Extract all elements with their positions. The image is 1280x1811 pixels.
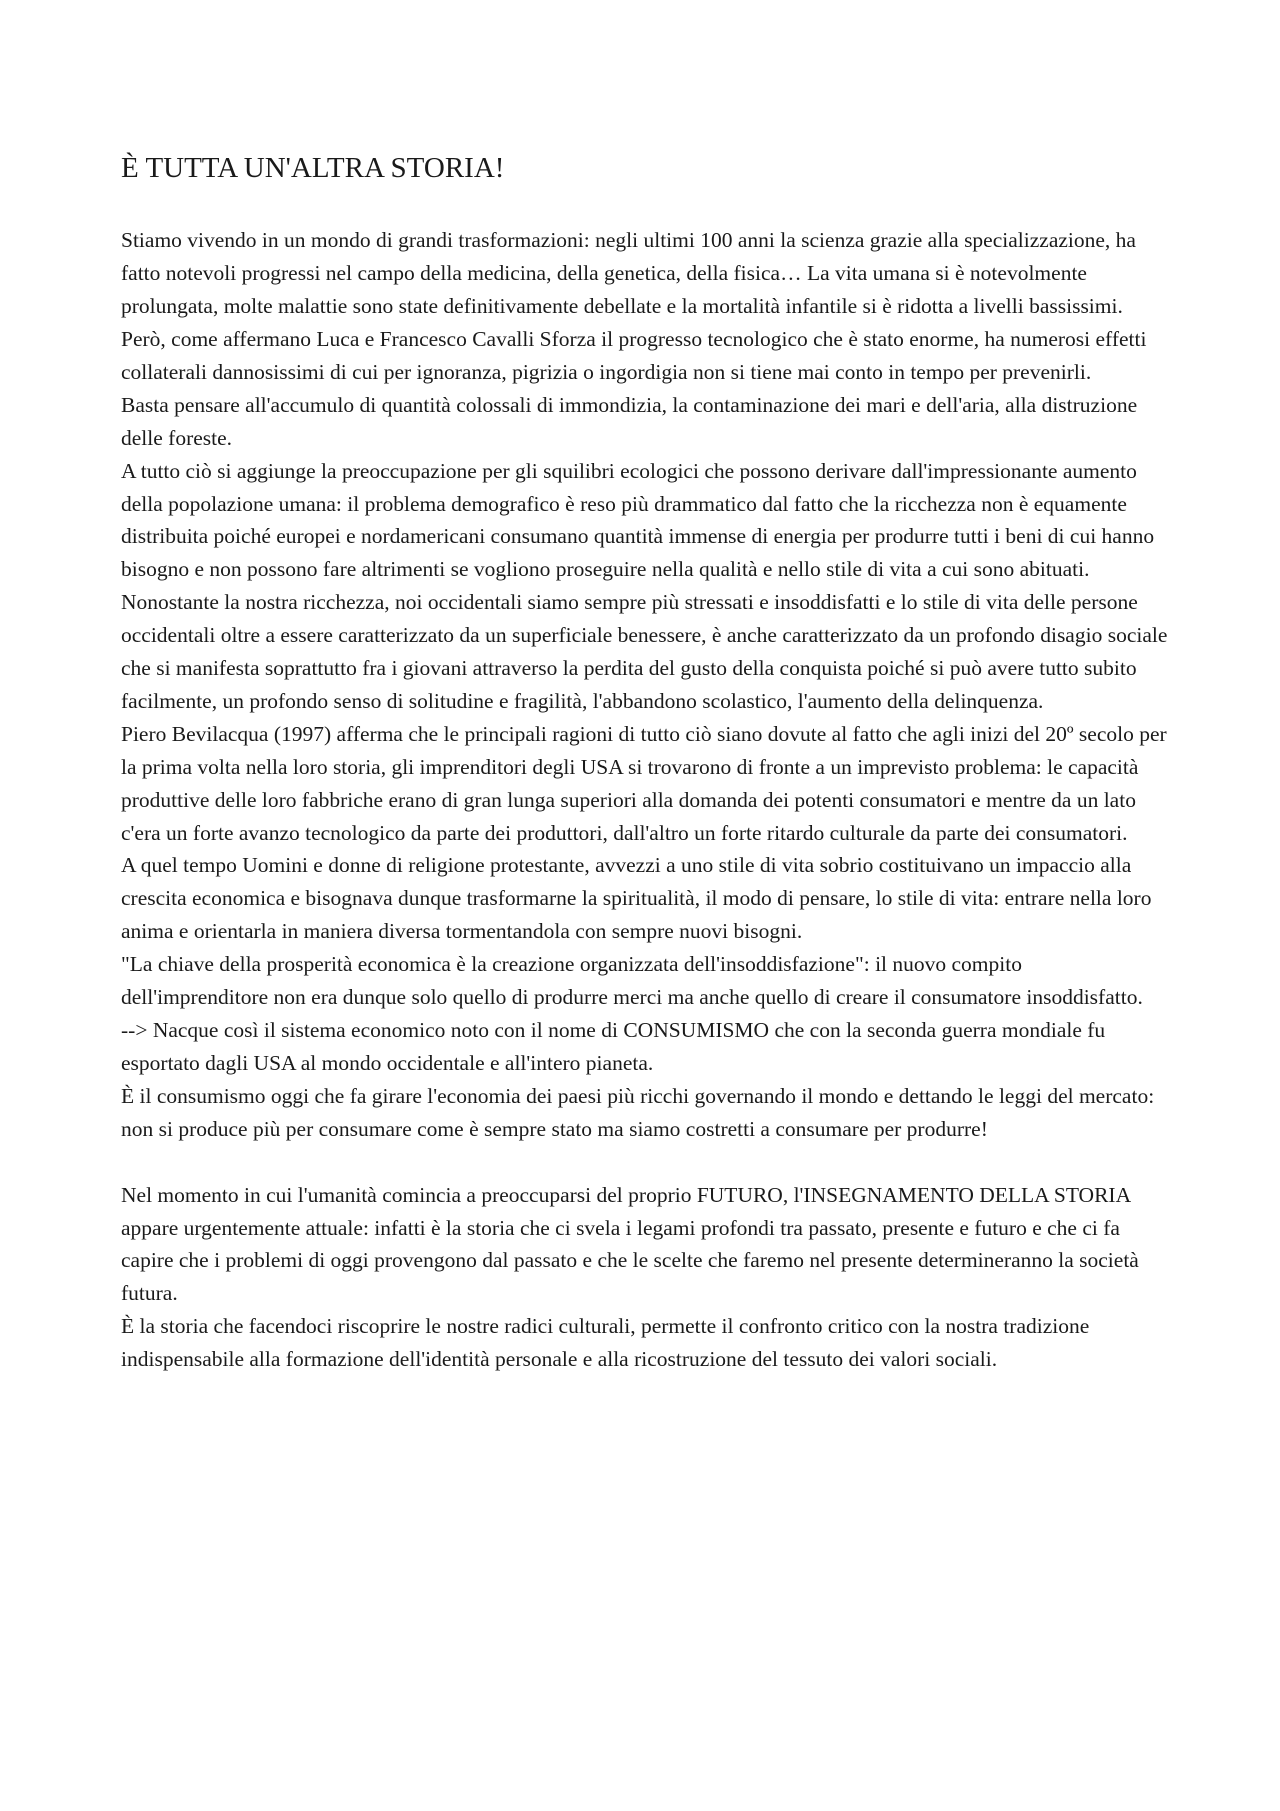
paragraph-spacer (121, 1146, 1169, 1179)
document-body (121, 150, 1169, 1376)
paragraph-pollution: Basta pensare all'accumulo di quantità colossali di immondizia, la contaminazione dei mari e dell'aria, alla distruzione delle foreste. (121, 392, 1138, 450)
document-title: È TUTTA UN'ALTRA STORIA! (121, 152, 505, 184)
paragraph-progress-science: Stiamo vivendo in un mondo di grandi trasformazioni: negli ultimi 100 anni la scienza grazie alla specializzazione, ha fatto notevoli progressi nel campo della medicina, della genetica, della fisica… La vita umana si è notevolmente prolungata, molte malattie sono state definitivamente debellate e la mortalità infantile si è ridotta a livelli bassissimi. (121, 228, 1136, 319)
paragraph-social-discomfort: Nonostante la nostra ricchezza, noi occidentali siamo sempre più stressati e insoddisfatti e lo stile di vita delle persone occidentali oltre a essere caratterizzato da un superficiale benessere, è anche caratterizzato da un profondo disagio sociale che si manifesta soprattutto fra i giovani attraverso la perdita del gusto della conquista poiché si può avere tutto subito facilmente, un profondo senso di solitudine e fragilità, l'abbandono scolastico, l'aumento della delinquenza. (121, 590, 1168, 713)
paragraph-consumerism-today: È il consumismo oggi che fa girare l'economia dei paesi più ricchi governando il mondo e dettando le leggi del mercato: non si produce più per consumare come è sempre stato ma siamo costretti a consumare per produrre! (121, 1083, 1155, 1141)
paragraph-protestant-lifestyle: A quel tempo Uomini e donne di religione protestante, avvezzi a uno stile di vita sobrio costituivano un impaccio alla crescita economica e bisognava dunque trasformarne la spiritualità, il modo di pensare, lo stile di vita: entrare nella loro anima e orientarla in maniera diversa tormentandola con sempre nuovi bisogni. (121, 853, 1152, 944)
paragraph-demographics: A tutto ciò si aggiunge la preoccupazione per gli squilibri ecologici che possono derivare dall'impressionante aumento della popolazione umana: il problema demografico è reso più drammatico dal fatto che la ricchezza non è equamente distribuita poiché europei e nordamericani consumano quantità immense di energia per produrre tutti i beni di cui hanno bisogno e non possono fare altrimenti se vogliono proseguire nella qualità e nello stile di vita a cui sono abituati. (121, 458, 1155, 582)
paragraph-cultural-roots: È la storia che facendoci riscoprire le nostre radici culturali, permette il confronto critico con la nostra tradizione indispensabile alla formazione dell'identità personale e alla ricostruzione del tessuto dei valori sociali. (121, 1314, 1090, 1372)
paragraph-collateral-effects: Però, come affermano Luca e Francesco Cavalli Sforza il progresso tecnologico che è stato enorme, ha numerosi effetti collaterali dannosissimi di cui per ignoranza, pigrizia o ingordigia non si tiene mai conto in tempo per prevenirli. (121, 326, 1147, 384)
paragraph-history-teaching: Nel momento in cui l'umanità comincia a preoccuparsi del proprio FUTURO, l'INSEGNAMENTO DELLA STORIA appare urgentemente attuale: infatti è la storia che ci svela i legami profondi tra passato, presente e futuro e che ci fa capire che i problemi di oggi provengono dal passato e che le scelte che faremo nel presente determineranno la società futura. (121, 1182, 1139, 1306)
paragraph-consumerism-origin: --> Nacque così il sistema economico noto con il nome di CONSUMISMO che con la seconda guerra mondiale fu esportato dagli USA al mondo occidentale e all'intero pianeta. (121, 1018, 1106, 1075)
paragraph-bevilacqua: Piero Bevilacqua (1997) afferma che le principali ragioni di tutto ciò siano dovute al fatto che agli inizi del 20º secolo per la prima volta nella loro storia, gli imprenditori degli USA si trovarono di fronte a un imprevisto problema: le capacità produttive delle loro fabbriche erano di gran lunga superiori alla domanda dei potenti consumatori e mentre da un lato c'era un forte avanzo tecnologico da parte dei produttori, dall'altro un forte ritardo culturale da parte dei consumatori. (121, 721, 1167, 845)
paragraph-dissatisfaction-quote: "La chiave della prosperità economica è la creazione organizzata dell'insoddisfazione": il nuovo compito dell'imprenditore non era dunque solo quello di produrre merci ma anche quello di creare il consumatore insoddisfatto. (121, 952, 1143, 1010)
